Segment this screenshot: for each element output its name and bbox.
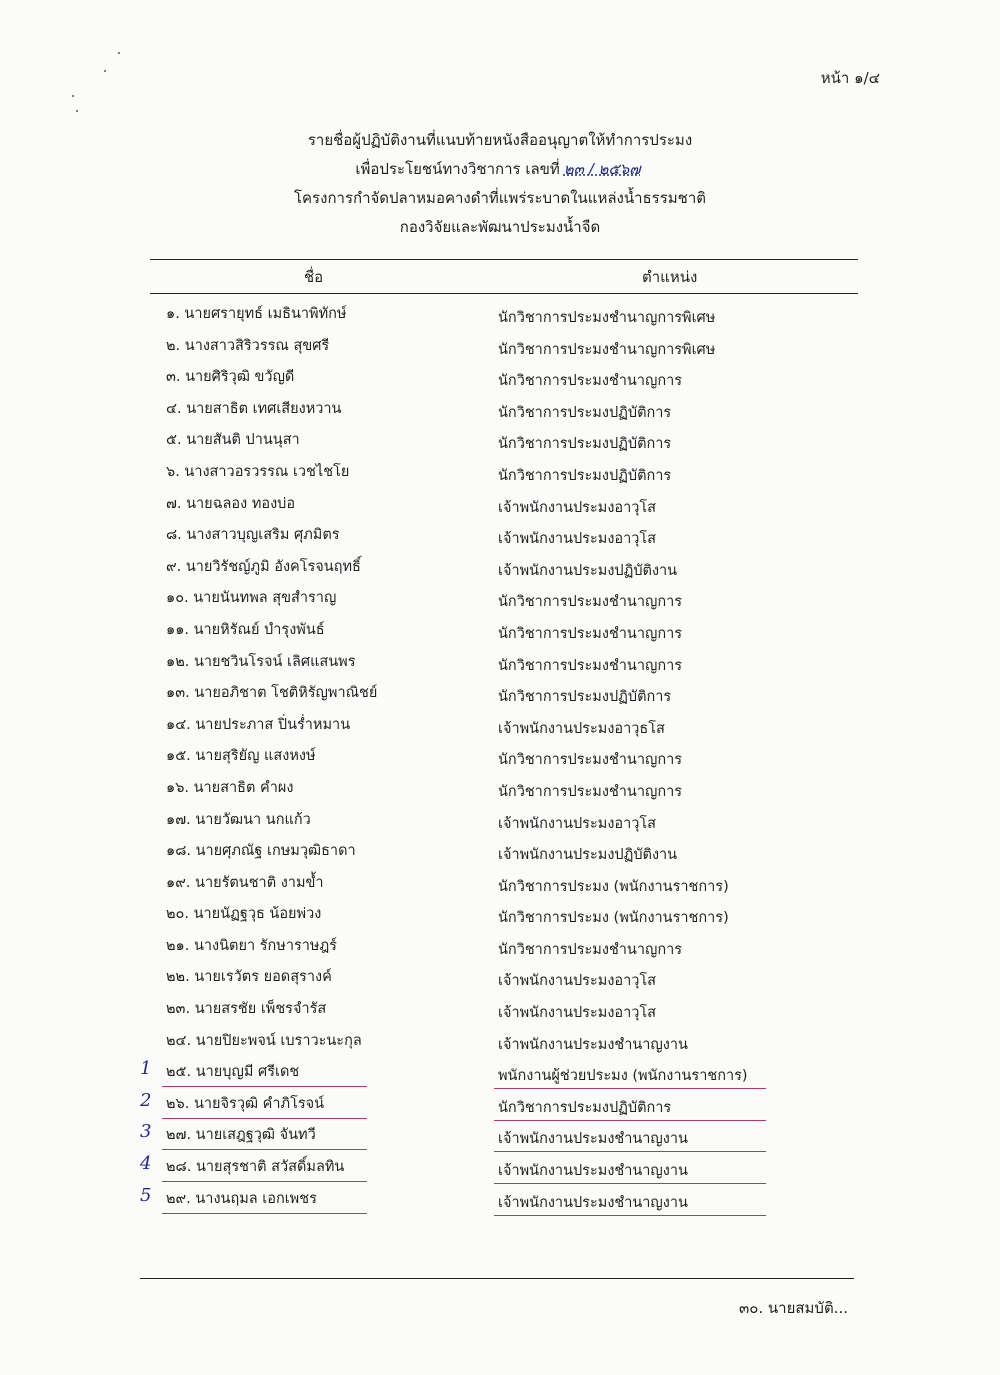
continuation-note: ๓๐. นายสมบัติ...: [738, 1299, 848, 1317]
table-row: [0, 995, 1000, 1027]
person-position: นักวิชาการประมงชำนาญการพิเศษ: [498, 310, 716, 326]
handwritten-underline: [162, 1149, 367, 1150]
person-name: ๒๒. นายเรวัตร ยอดสุรางค์: [166, 969, 332, 986]
table-row: [0, 553, 1000, 585]
person-position: เจ้าพนักงานประมงชำนาญงาน: [498, 1036, 688, 1053]
permit-number: ๒๓ / ๒๕๖๗: [563, 160, 641, 178]
column-header-name: ชื่อ: [304, 268, 324, 286]
person-name: ๑๗. นายวัฒนา นกแก้ว: [166, 811, 311, 828]
handwritten-mark: 3: [140, 1121, 152, 1143]
handwritten-underline: [494, 1215, 766, 1216]
table-row: [0, 616, 1000, 648]
table-row: [0, 711, 1000, 743]
page-number: หน้า ๑/๔: [820, 69, 880, 87]
person-name: ๗. นายฉลอง ทองบ่อ: [166, 495, 296, 512]
person-name: ๙. นายวิรัชญ์ภูมิ อังคโรจนฤทธิ์: [166, 558, 361, 575]
person-name: ๒. นางสาวสิริวรรณ สุขศรี: [166, 337, 330, 354]
person-position: นักวิชาการประมงชำนาญการ: [498, 657, 683, 674]
table-row: [0, 395, 1000, 427]
person-name: ๑. นายศรายุทธ์ เมธินาพิทักษ์: [166, 306, 347, 322]
table-row: [0, 648, 1000, 680]
person-name: ๕. นายสันติ ปานนุสา: [166, 432, 300, 449]
table-row: [0, 584, 1000, 616]
person-position: นักวิชาการประมงปฏิบัติการ: [498, 1099, 672, 1116]
person-position: พนักงานผู้ช่วยประมง (พนักงานราชการ): [498, 1068, 748, 1085]
person-name: ๒๘. นายสุรชาติ สวัสดิ์มลทิน: [166, 1159, 345, 1176]
handwritten-mark: 1: [140, 1058, 152, 1080]
handwritten-underline: [162, 1181, 367, 1182]
person-position: เจ้าพนักงานประมงชำนาญงาน: [498, 1163, 688, 1180]
table-row: [0, 900, 1000, 932]
person-position: นักวิชาการประมงปฏิบัติการ: [498, 689, 672, 706]
person-position: นักวิชาการประมงปฏิบัติการ: [498, 404, 672, 421]
table-row: [0, 1058, 1000, 1090]
person-position: นักวิชาการประมงปฏิบัติการ: [498, 436, 672, 453]
person-position: นักวิชาการประมงชำนาญการ: [498, 941, 683, 958]
person-position: เจ้าพนักงานประมงปฏิบัติงาน: [498, 847, 678, 864]
person-position: เจ้าพนักงานประมงอาวุโส: [498, 1005, 657, 1022]
table-row: [0, 869, 1000, 901]
scan-speck: [76, 110, 78, 112]
person-name: ๑๒. นายชวินโรจน์ เลิศแสนพร: [166, 653, 356, 670]
person-name: ๑๘. นายศุภณัฐ เกษมวุฒิธาดา: [166, 843, 356, 860]
handwritten-mark: 4: [140, 1153, 152, 1175]
person-name: ๒๐. นายนัฏฐวุธ น้อยพ่วง: [166, 906, 322, 923]
person-name: ๘. นางสาวบุญเสริม ศุภมิตร: [166, 527, 340, 544]
table-row: [0, 490, 1000, 522]
person-name: ๑๐. นายนันทพล สุขสำราญ: [166, 590, 337, 607]
table-row: [0, 806, 1000, 838]
person-position: นักวิชาการประมงชำนาญการ: [498, 783, 683, 800]
person-name: ๒๙. นางนฤมล เอกเพชร: [166, 1190, 317, 1207]
handwritten-mark: 2: [140, 1089, 152, 1111]
person-position: นักวิชาการประมงปฏิบัติการ: [498, 467, 672, 484]
person-position: เจ้าพนักงานประมงอาวุธโส: [498, 720, 665, 737]
scan-speck: [72, 95, 74, 97]
table-row: [0, 1153, 1000, 1185]
personnel-list: [0, 300, 1000, 1216]
table-row: [0, 300, 1000, 332]
person-position: เจ้าพนักงานประมงอาวุโส: [498, 531, 657, 548]
table-row: [0, 774, 1000, 806]
table-row: [0, 426, 1000, 458]
table-row: [0, 932, 1000, 964]
person-position: นักวิชาการประมงชำนาญการ: [498, 373, 683, 390]
handwritten-mark: 5: [140, 1184, 152, 1206]
handwritten-underline: [162, 1086, 367, 1087]
person-position: เจ้าพนักงานประมงชำนาญงาน: [498, 1194, 688, 1211]
handwritten-underline: [162, 1213, 367, 1214]
table-row: [0, 1027, 1000, 1059]
column-header-position: ตำแหน่ง: [642, 268, 698, 286]
table-row: [0, 332, 1000, 364]
scan-speck: [104, 70, 106, 72]
person-name: ๒๑. นางนิตยา รักษาราษฎร์: [166, 937, 337, 954]
table-row: [0, 679, 1000, 711]
table-row: [0, 521, 1000, 553]
table-row: [0, 363, 1000, 395]
table-row: [0, 1185, 1000, 1217]
person-position: เจ้าพนักงานประมงอาวุโส: [498, 815, 657, 832]
title-line-2-prefix: เพื่อประโยชน์ทางวิชาการ เลขที่: [355, 160, 560, 178]
person-name: ๑๓. นายอภิชาต โชติหิรัญพาณิชย์: [166, 685, 378, 702]
person-name: ๑๕. นายสุริยัญ แสงหงษ์: [166, 748, 316, 765]
table-top-rule: [150, 259, 858, 260]
person-name: ๖. นางสาวอรวรรณ เวชไชโย: [166, 463, 350, 480]
table-header-rule: [150, 293, 858, 294]
person-position: นักวิชาการประมงชำนาญการ: [498, 594, 683, 611]
title-line-3: โครงการกำจัดปลาหมอคางดำที่แพร่ระบาดในแหล่งน้ำธรรมชาติ: [293, 189, 707, 207]
person-position: เจ้าพนักงานประมงอาวุโส: [498, 973, 657, 990]
table-row: [0, 1090, 1000, 1122]
person-position: นักวิชาการประมงชำนาญการ: [498, 752, 683, 769]
person-name: ๓. นายศิริวุฒิ ขวัญดี: [166, 369, 295, 386]
person-name: ๔. นายสาธิต เทศเสียงหวาน: [166, 400, 342, 417]
person-name: ๒๔. นายปิยะพจน์ เบราวะนะกุล: [166, 1032, 362, 1049]
person-position: เจ้าพนักงานประมงปฏิบัติงาน: [498, 562, 678, 579]
table-row: [0, 458, 1000, 490]
person-name: ๒๗. นายเสฎฐวุฒิ จันทวี: [166, 1127, 316, 1144]
person-name: ๒๕. นายบุญมี ศรีเดช: [166, 1064, 300, 1081]
person-position: นักวิชาการประมงชำนาญการพิเศษ: [498, 341, 716, 358]
scan-speck: [118, 52, 120, 54]
table-bottom-rule: [140, 1278, 854, 1279]
person-name: ๑๔. นายประภาส ปิ่นร่ำหมาน: [166, 716, 351, 733]
person-name: ๒๓. นายสรชัย เพ็ชรจำรัส: [166, 1001, 327, 1018]
document-title: [0, 126, 1000, 242]
person-name: ๑๑. นายหิรัณย์ บำรุงพันธ์: [166, 621, 325, 638]
title-line-1: รายชื่อผู้ปฏิบัติงานที่แนบท้ายหนังสืออนุญาตให้ทำการประมง: [307, 131, 693, 149]
person-name: ๒๖. นายจิรวุฒิ คำภิโรจน์: [166, 1095, 325, 1112]
table-row: [0, 742, 1000, 774]
table-row: [0, 1121, 1000, 1153]
table-row: [0, 837, 1000, 869]
person-position: เจ้าพนักงานประมงอาวุโส: [498, 499, 657, 516]
person-position: นักวิชาการประมง (พนักงานราชการ): [498, 910, 729, 927]
title-line-2: [0, 155, 1000, 184]
person-position: นักวิชาการประมงชำนาญการ: [498, 625, 683, 642]
title-line-4: กองวิจัยและพัฒนาประมงน้ำจืด: [399, 218, 601, 236]
person-position: เจ้าพนักงานประมงชำนาญงาน: [498, 1131, 688, 1148]
person-name: ๑๖. นายสาธิต คำผง: [166, 779, 294, 796]
handwritten-underline: [162, 1118, 367, 1119]
person-name: ๑๙. นายรัตนชาติ งามข้ำ: [166, 874, 324, 891]
table-row: [0, 963, 1000, 995]
person-position: นักวิชาการประมง (พนักงานราชการ): [498, 878, 729, 895]
